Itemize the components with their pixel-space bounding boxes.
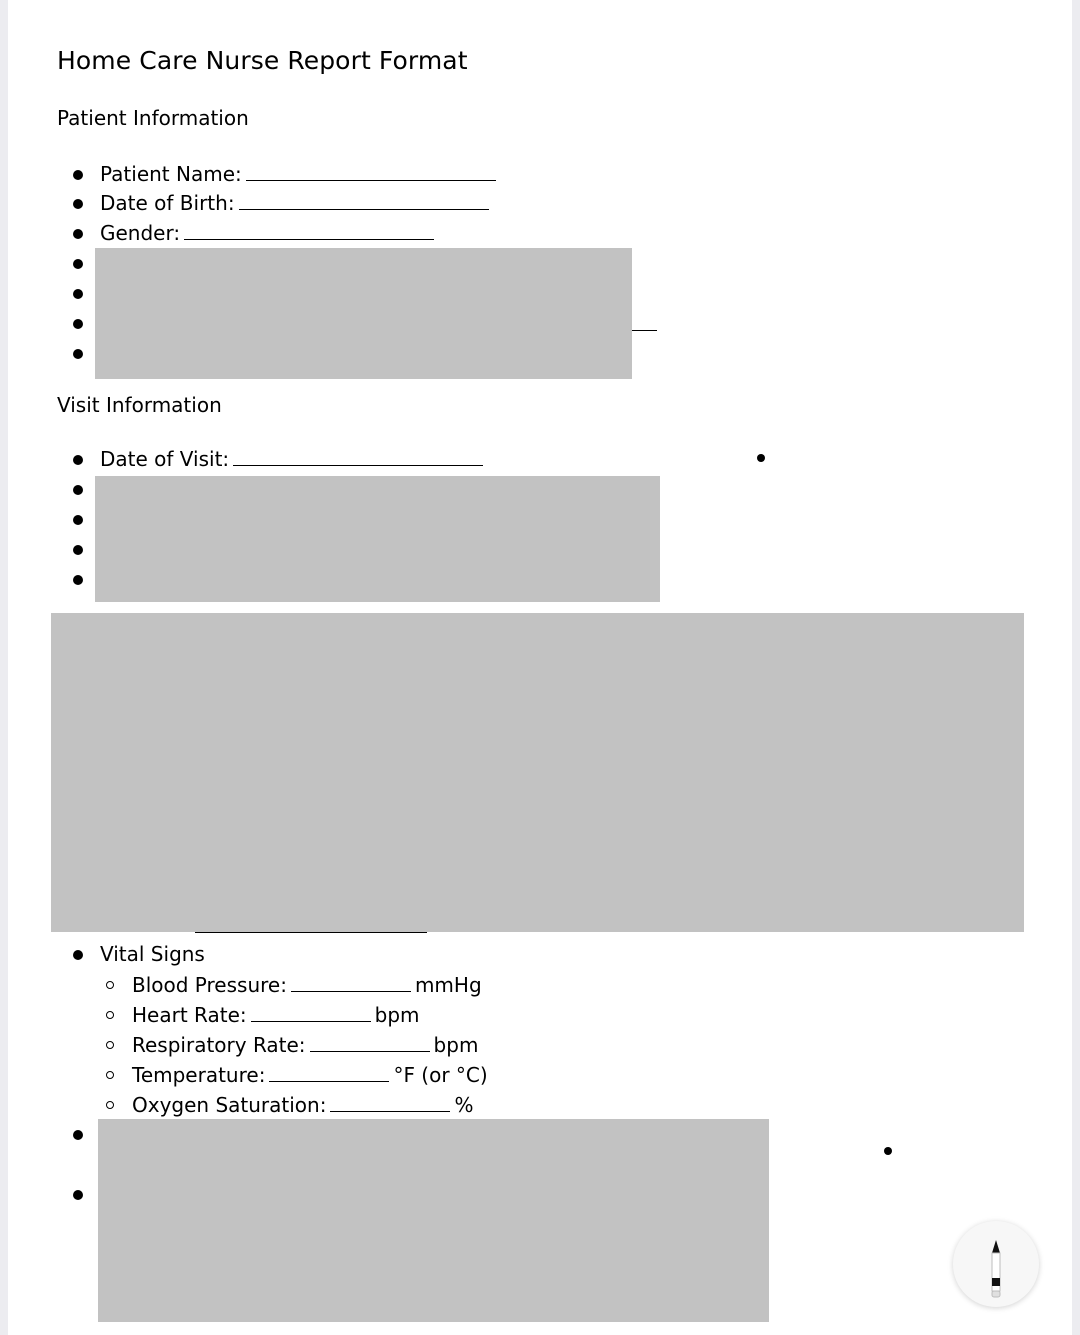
bullet bbox=[73, 349, 83, 359]
redacted-block bbox=[95, 476, 660, 602]
redacted-block bbox=[51, 613, 1024, 932]
respiratory-rate-label: Respiratory Rate: bbox=[132, 1033, 306, 1057]
patient-name-blank[interactable] bbox=[246, 163, 496, 181]
oxygen-saturation-blank[interactable] bbox=[330, 1094, 450, 1112]
sub-bullet bbox=[106, 1071, 114, 1079]
heart-rate-field bbox=[132, 1003, 420, 1027]
sub-bullet bbox=[106, 1041, 114, 1049]
visit-info-heading: Visit Information bbox=[57, 393, 222, 417]
respiratory-rate-unit: bpm bbox=[433, 1033, 479, 1057]
blank-line-fragment bbox=[195, 932, 427, 933]
heart-rate-unit: bpm bbox=[374, 1003, 420, 1027]
markup-tool-button[interactable] bbox=[953, 1221, 1039, 1307]
bullet bbox=[73, 229, 83, 239]
bullet bbox=[73, 1130, 83, 1140]
vital-signs-heading: Vital Signs bbox=[100, 942, 205, 966]
temperature-field bbox=[132, 1063, 488, 1087]
bullet bbox=[757, 454, 765, 462]
patient-name-field bbox=[100, 162, 496, 186]
bullet bbox=[73, 1190, 83, 1200]
bullet bbox=[73, 259, 83, 269]
document-title: Home Care Nurse Report Format bbox=[57, 46, 468, 75]
bullet bbox=[73, 199, 83, 209]
page-frame-right bbox=[1072, 0, 1080, 1335]
respiratory-rate-blank[interactable] bbox=[310, 1034, 430, 1052]
heart-rate-blank[interactable] bbox=[251, 1004, 371, 1022]
bullet bbox=[73, 545, 83, 555]
oxygen-saturation-label: Oxygen Saturation: bbox=[132, 1093, 327, 1117]
bullet bbox=[884, 1147, 892, 1155]
bullet bbox=[73, 950, 83, 960]
heart-rate-label: Heart Rate: bbox=[132, 1003, 247, 1027]
sub-bullet bbox=[106, 1101, 114, 1109]
gender-label: Gender: bbox=[100, 221, 181, 245]
oxygen-saturation-field bbox=[132, 1093, 473, 1117]
patient-info-heading: Patient Information bbox=[57, 106, 249, 130]
date-of-birth-field bbox=[100, 191, 489, 215]
bullet bbox=[73, 170, 83, 180]
respiratory-rate-field bbox=[132, 1033, 478, 1057]
blood-pressure-label: Blood Pressure: bbox=[132, 973, 287, 997]
date-of-visit-label: Date of Visit: bbox=[100, 447, 230, 471]
date-of-birth-blank[interactable] bbox=[239, 192, 489, 210]
bullet bbox=[73, 515, 83, 525]
bullet bbox=[73, 485, 83, 495]
date-of-birth-label: Date of Birth: bbox=[100, 191, 235, 215]
blood-pressure-unit: mmHg bbox=[414, 973, 482, 997]
bullet bbox=[73, 289, 83, 299]
oxygen-saturation-unit: % bbox=[454, 1093, 474, 1117]
date-of-visit-blank[interactable] bbox=[233, 448, 483, 466]
bullet bbox=[73, 455, 83, 465]
blank-line-fragment bbox=[632, 330, 657, 331]
pencil-icon bbox=[953, 1221, 1039, 1307]
sub-bullet bbox=[106, 981, 114, 989]
temperature-unit: °F (or °C) bbox=[393, 1063, 488, 1087]
blood-pressure-blank[interactable] bbox=[291, 974, 411, 992]
temperature-blank[interactable] bbox=[269, 1064, 389, 1082]
redacted-block bbox=[95, 248, 632, 379]
blood-pressure-field bbox=[132, 973, 482, 997]
sub-bullet bbox=[106, 1011, 114, 1019]
patient-name-label: Patient Name: bbox=[100, 162, 242, 186]
gender-field bbox=[100, 221, 434, 245]
gender-blank[interactable] bbox=[184, 222, 434, 240]
date-of-visit-field bbox=[100, 447, 483, 471]
redacted-block bbox=[98, 1119, 769, 1322]
temperature-label: Temperature: bbox=[132, 1063, 266, 1087]
page-frame-left bbox=[0, 0, 8, 1335]
bullet bbox=[73, 575, 83, 585]
bullet bbox=[73, 319, 83, 329]
